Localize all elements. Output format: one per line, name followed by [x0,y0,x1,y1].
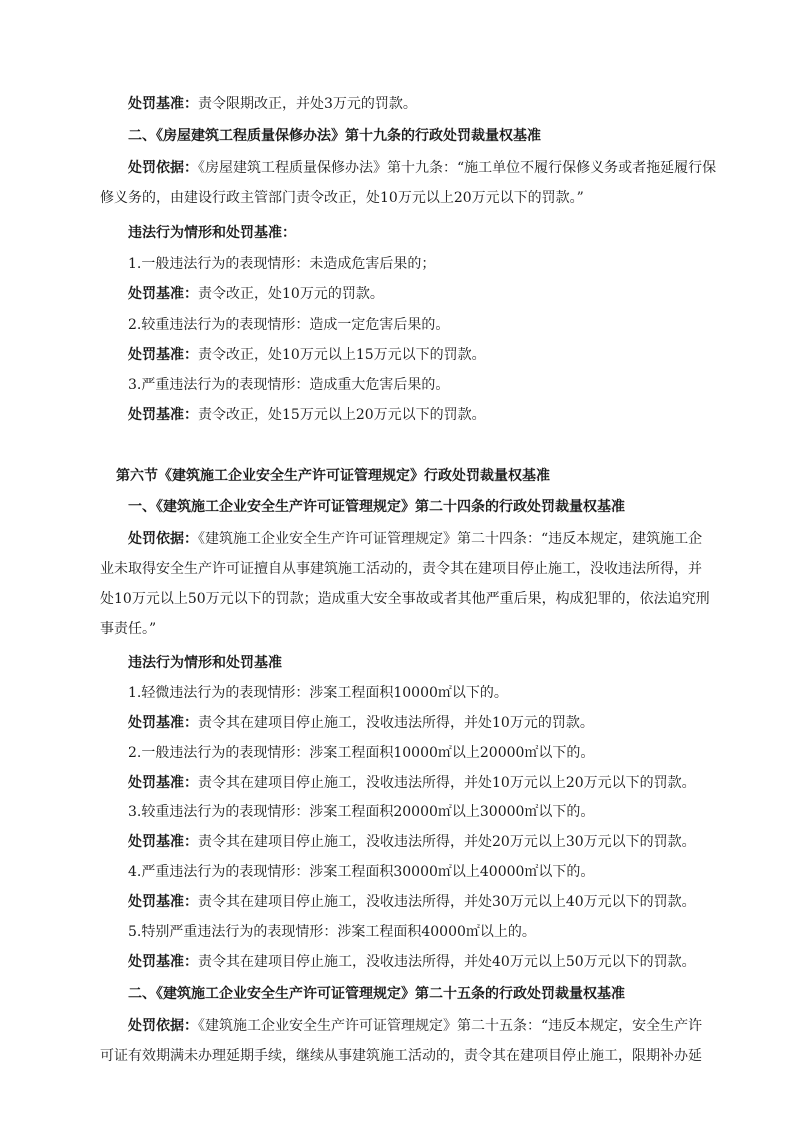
violation-case-4: 4.严重违法行为的表现情形：涉案工程面积30000㎡以上40000㎡以下的。 [128,864,595,880]
penalty-standard-label: 处罚基准： [128,96,198,112]
penalty-basis-text: 《房屋建筑工程质量保修办法》第十九条：“施工单位不履行保修义务或者拖延履行保 [198,160,717,176]
violation-case-1: 1.轻微违法行为的表现情形：涉案工程面积10000㎡以下的。 [128,685,508,701]
penalty-standard-text: 责令改正，处15万元以上20万元以下的罚款。 [198,407,486,423]
penalty-basis-continuation: 可证有效期满未办理延期手续，继续从事建筑施工活动的，责令其在建项目停止施工，限期补办延 [100,1048,702,1064]
penalty-standard-line [128,832,696,852]
article-25-heading: 二、《建筑施工企业安全生产许可证管理规定》第二十五条的行政处罚裁量权基准 [128,986,625,1002]
violation-case-5: 5.特别严重违法行为的表现情形：涉案工程面积40000㎡以上的。 [128,924,536,940]
penalty-basis-label: 处罚依据： [128,1018,198,1034]
penalty-standard-line [128,284,384,304]
penalty-standard-text: 责令其在建项目停止施工，没收违法所得，并处10万元以上20万元以下的罚款。 [198,775,696,791]
penalty-standard-label: 处罚基准： [128,834,198,850]
penalty-standard-line [128,713,594,733]
penalty-standard-text: 责令其在建项目停止施工，没收违法所得，并处10万元的罚款。 [198,715,594,731]
penalty-standard-line [128,952,696,972]
penalty-basis-continuation: 修义务的，由建设行政主管部门责令改正，处10万元以上20万元以下的罚款。” [100,190,584,206]
section-6-title: 第六节《建筑施工企业安全生产许可证管理规定》行政处罚裁量权基准 [116,468,550,484]
penalty-basis-label: 处罚依据： [128,160,198,176]
penalty-standard-text: 责令改正，处10万元以上15万元以下的罚款。 [198,347,486,363]
penalty-standard-label: 处罚基准： [128,954,198,970]
penalty-standard-line [128,94,417,114]
penalty-standard-label: 处罚基准： [128,894,198,910]
penalty-standard-line [128,773,696,793]
violation-case-1: 1.一般违法行为的表现情形：未造成危害后果的； [128,256,436,272]
penalty-standard-label: 处罚基准： [128,715,198,731]
article-24-heading: 一、《建筑施工企业安全生产许可证管理规定》第二十四条的行政处罚裁量权基准 [128,499,625,515]
penalty-standard-label: 处罚基准： [128,347,198,363]
penalty-basis-text: 《建筑施工企业安全生产许可证管理规定》第二十四条：“违反本规定，建筑施工企 [198,531,703,547]
penalty-basis-continuation: 业未取得安全生产许可证擅自从事建筑施工活动的，责令其在建项目停止施工，没收违法所得，并 [100,561,702,577]
penalty-standard-label: 处罚基准： [128,286,198,302]
violation-subheading: 违法行为情形和处罚基准： [128,225,296,241]
article-19-heading: 二、《房屋建筑工程质量保修办法》第十九条的行政处罚裁量权基准 [128,128,541,144]
penalty-basis-continuation: 处10万元以上50万元以下的罚款；造成重大安全事故或者其他严重后果，构成犯罪的，依法追究刑 [100,591,710,607]
penalty-standard-line [128,892,696,912]
penalty-basis-label: 处罚依据： [128,531,198,547]
penalty-basis-continuation: 事责任。” [100,621,157,637]
penalty-standard-text: 责令其在建项目停止施工，没收违法所得，并处20万元以上30万元以下的罚款。 [198,834,696,850]
violation-subheading: 违法行为情形和处罚基准 [128,655,282,671]
violation-case-2: 2.一般违法行为的表现情形：涉案工程面积10000㎡以上20000㎡以下的。 [128,745,595,761]
penalty-basis-line [128,529,703,549]
violation-case-3: 3.较重违法行为的表现情形：涉案工程面积20000㎡以上30000㎡以下的。 [128,804,595,820]
penalty-standard-line [128,345,486,365]
penalty-basis-line [128,1016,703,1036]
penalty-basis-line [128,158,717,178]
penalty-standard-text: 责令限期改正，并处3万元的罚款。 [198,96,417,112]
violation-case-3: 3.严重违法行为的表现情形：造成重大危害后果的。 [128,377,450,393]
penalty-standard-line [128,405,486,425]
violation-case-2: 2.较重违法行为的表现情形：造成一定危害后果的。 [128,317,450,333]
penalty-standard-text: 责令其在建项目停止施工，没收违法所得，并处30万元以上40万元以下的罚款。 [198,894,696,910]
penalty-standard-text: 责令其在建项目停止施工，没收违法所得，并处40万元以上50万元以下的罚款。 [198,954,696,970]
penalty-basis-text: 《建筑施工企业安全生产许可证管理规定》第二十五条：“违反本规定，安全生产许 [198,1018,703,1034]
penalty-standard-label: 处罚基准： [128,407,198,423]
penalty-standard-text: 责令改正，处10万元的罚款。 [198,286,384,302]
penalty-standard-label: 处罚基准： [128,775,198,791]
